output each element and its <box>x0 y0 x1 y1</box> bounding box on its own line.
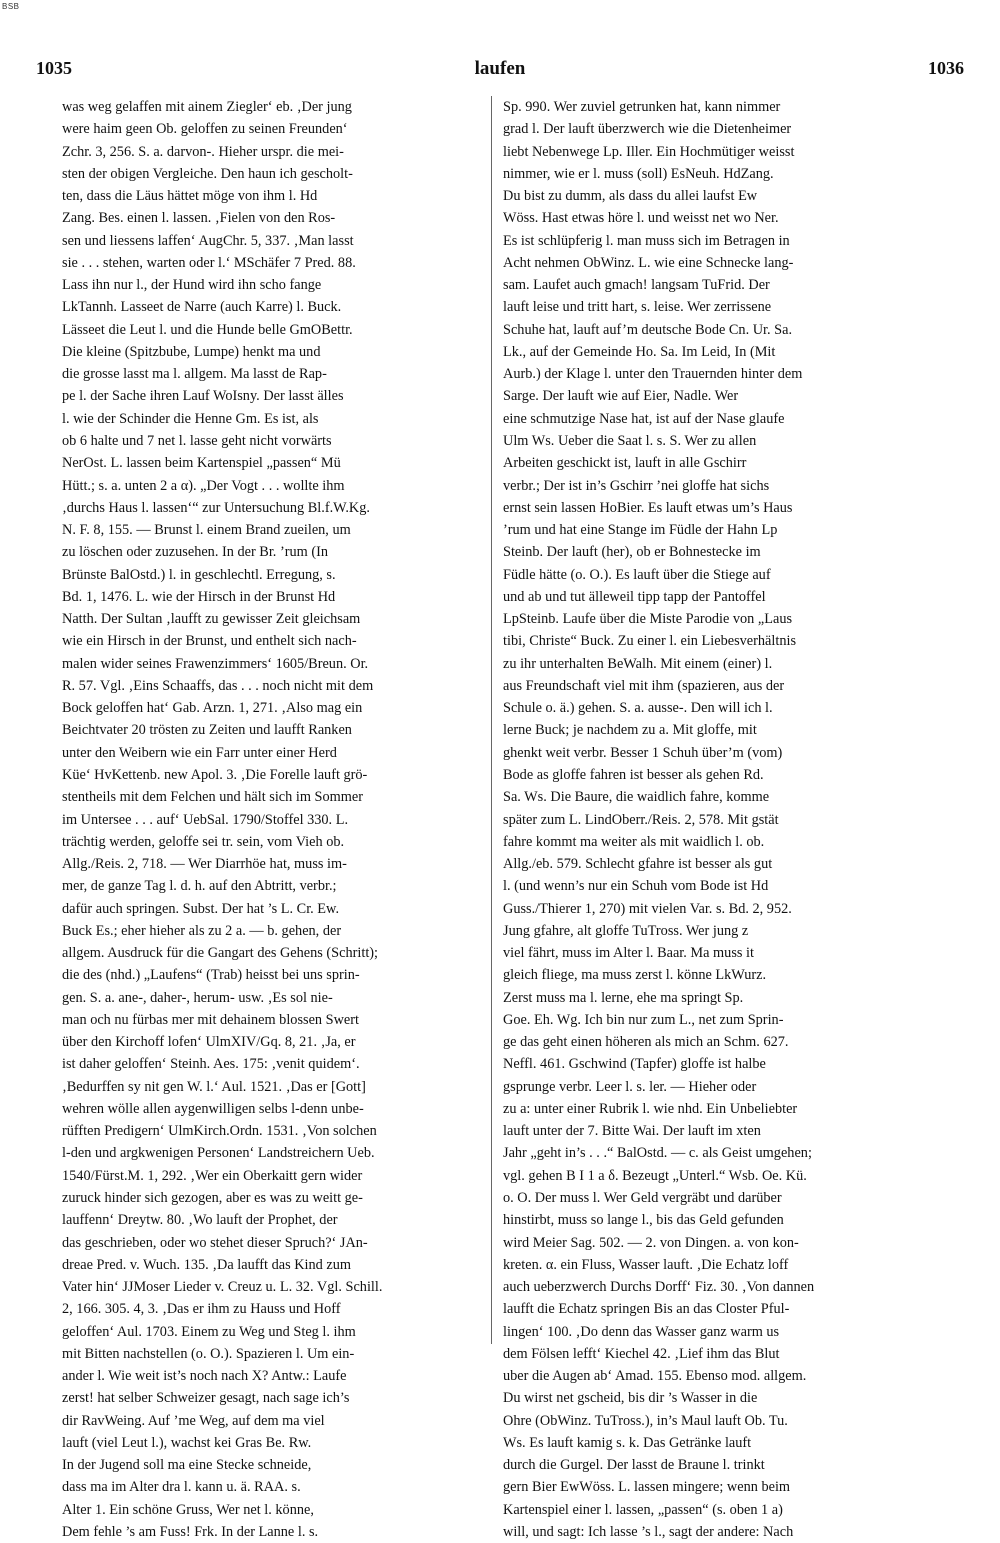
text-line: Alter 1. Ein schöne Gruss, Wer net l. könne, <box>62 1501 314 1518</box>
text-line: l. wie der Schinder die Henne Gm. Es ist, als <box>62 410 319 427</box>
text-line: dir RavWeing. Auf ’me Weg, auf dem ma viel <box>62 1412 325 1429</box>
text-line: ’rum und hat eine Stange im Füdle der Hahn Lp <box>503 522 778 539</box>
text-line: Vater hin‘ JJMoser Lieder v. Creuz u. L. 32. Vgl. Schill. <box>62 1279 383 1296</box>
text-line: Sp. 990. Wer zuviel getrunken hat, kann nimmer <box>503 99 781 115</box>
text-line: Zang. Bes. einen l. lassen. ‚Fielen von den Ros- <box>62 210 336 227</box>
text-line: Bock geloffen hat‘ Gab. Arzn. 1, 271. ‚Also mag ein <box>62 700 363 717</box>
text-line: Füdle hätte (o. O.). Es lauft über die Stiege auf <box>503 566 771 583</box>
text-line: R. 57. Vgl. ‚Eins Schaaffs, das . . . noch nicht mit dem <box>62 677 374 694</box>
text-line: fahre kommt ma weiter als mit waidlich l. ob. <box>503 833 765 850</box>
text-line: vgl. gehen B I 1 a δ. Bezeugt „Unterl.“ Wsb. Oe. Kü. <box>503 1167 807 1184</box>
text-line: 2, 166. 305. 4, 3. ‚Das er ihm zu Hauss und Hoff <box>62 1301 341 1318</box>
text-line: allgem. Ausdruck für die Gangart des Gehens (Schritt); <box>62 945 379 962</box>
page-number-right: 1036 <box>928 58 964 78</box>
library-mark: BSB <box>2 2 20 11</box>
left-column <box>62 96 492 1543</box>
text-line: unter den Weibern wie ein Farr unter einer Herd <box>62 744 337 761</box>
text-line: dreae Pred. v. Wuch. 135. ‚Da laufft das Kind zum <box>62 1256 351 1273</box>
text-line: auch ueberzwerch Durchs Dorff‘ Fiz. 30. ‚Von dannen <box>503 1279 815 1296</box>
text-line: ‚durchs Haus l. lassen‘“ zur Untersuchung Bl.f.W.Kg. <box>62 499 370 516</box>
text-line: malen wider seines Frawenzimmers‘ 1605/Breun. Or. <box>62 655 369 672</box>
text-line: Schule o. ä.) gehen. S. a. ausse-. Den will ich l. <box>503 700 773 717</box>
text-line: Es ist schlüpferig l. man muss sich im Betragen in <box>503 232 790 249</box>
text-line: Sa. Ws. Die Baure, die waidlich fahre, komme <box>503 789 770 806</box>
text-line: wie ein Hirsch in der Brunst, und enthelt sich nach- <box>62 633 357 650</box>
text-line: Du wirst net gscheid, bis dir ’s Wasser in die <box>503 1390 758 1407</box>
text-line: dafür auch springen. Subst. Der hat ’s L. Cr. Ew. <box>62 900 340 917</box>
text-line: Zerst muss ma l. lerne, ehe ma springt Sp. <box>503 989 744 1006</box>
text-line: N. F. 8, 155. — Brunst l. einem Brand zueilen, um <box>62 522 351 539</box>
text-line: were haim geen Ob. geloffen zu seinen Freunden‘ <box>62 121 348 138</box>
text-line: zu löschen oder zuzusehen. In der Br. ’rum (In <box>62 544 328 561</box>
text-line: verbr.; Der ist in’s Gschirr ’nei gloffe hat sichs <box>503 477 770 494</box>
text-line: Dem fehle ’s am Fuss! Frk. In der Lanne l. s. <box>62 1524 319 1540</box>
text-line: Jung gfahre, alt gloffe TuTross. Wer jung z <box>503 922 749 939</box>
text-line: später zum L. LindOberr./Reis. 2, 578. Mit gstät <box>503 811 779 828</box>
text-line: hinstirbt, muss so lange l., bis das Geld gefunden <box>503 1212 784 1229</box>
text-line: ob 6 halte und 7 net l. lasse geht nicht vorwärts <box>62 432 332 449</box>
text-line: sie . . . stehen, warten oder l.‘ MSchäfer 7 Pred. 88. <box>62 254 356 271</box>
text-line: Wöss. Hast etwas höre l. und weisst net wo Ner. <box>503 210 779 227</box>
text-line: wehren wölle allen aygenwilligen selbs l-denn unbe- <box>62 1100 364 1117</box>
text-line: pe l. der Sache ihren Lauf WoIsny. Der lasst älles <box>62 388 344 405</box>
text-line: über den Kirchoff lofen‘ UlmXIV/Gq. 8, 21. ‚Ja, er <box>62 1034 356 1051</box>
text-line: Acht nehmen ObWinz. L. wie eine Schnecke lang- <box>503 254 794 271</box>
text-line: Brünste BalOstd.) l. in geschlechtl. Erregung, s. <box>62 566 336 583</box>
text-line: Lässeet die Leut l. und die Hunde belle GmOBettr. <box>62 321 353 338</box>
text-line: will, und sagt: Ich lasse ’s l., sagt der andere: Nach <box>503 1524 794 1540</box>
text-line: lauft leise und tritt hart, s. leise. Wer zerrissene <box>503 299 772 316</box>
text-line: durch die Gurgel. Der lasst de Braune l. trinkt <box>503 1457 765 1474</box>
text-line: Du bist zu dumm, als dass du allei laufst Ew <box>503 188 758 205</box>
text-line: zu ihr unterhalten BeWalh. Mit einem (einer) l. <box>503 655 773 672</box>
text-line: lauft unter der 7. Bitte Wai. Der lauft im xten <box>503 1123 761 1140</box>
text-line: Hütt.; s. a. unten 2 a α). „Der Vogt . . . wollte ihm <box>62 477 345 494</box>
text-line: Goe. Eh. Wg. Ich bin nur zum L., net zum Sprin- <box>503 1011 784 1028</box>
text-line: Guss./Thierer 1, 270) mit vielen Var. s. Bd. 2, 952. <box>503 900 792 917</box>
text-line: sten der obigen Vergleiche. Den haun ich gescholt- <box>62 165 353 182</box>
text-line: das geschrieben, oder wo stehet dieser Spruch?‘ JAn- <box>62 1234 368 1251</box>
text-line: gern Bier EwWöss. L. lassen mingere; wenn beim <box>503 1479 791 1496</box>
text-line: die grosse lasst ma l. allgem. Ma lasst de Rap- <box>62 366 327 383</box>
text-line: im Untersee . . . auf‘ UebSal. 1790/Stoffel 330. L. <box>62 811 349 828</box>
text-line: Lk., auf der Gemeinde Ho. Sa. Im Leid, In (Mit <box>503 343 776 360</box>
text-line: dem Fölsen lefft‘ Kiechel 42. ‚Lief ihm das Blut <box>503 1345 780 1362</box>
text-line: eine schmutzige Nase hat, ist auf der Nase glaufe <box>503 410 785 427</box>
text-line: dass ma im Alter dra l. kann u. ä. RAA. s. <box>62 1479 301 1496</box>
text-line: man och nu fürbas mer mit dehainem blossen Swert <box>62 1011 359 1028</box>
text-line: aus Freundschaft viel mit ihm (spazieren, aus der <box>503 677 785 694</box>
text-line: ernst sein lassen HoBier. Es lauft etwas um’s Haus <box>503 499 793 516</box>
text-line: geloffen‘ Aul. 1703. Einem zu Weg und Steg l. ihm <box>62 1323 356 1340</box>
text-line: lauft (viel Leut l.), wachst kei Gras Be. Rw. <box>62 1434 312 1451</box>
text-line: l. (und wenn’s nur ein Schuh vom Bode ist Hd <box>503 878 769 895</box>
text-line: 1540/Fürst.M. 1, 292. ‚Wer ein Oberkaitt gern wider <box>62 1167 363 1184</box>
text-line: Arbeiten geschickt ist, lauft in alle Gschirr <box>503 455 747 472</box>
column-divider <box>491 96 492 1344</box>
text-line: rüfften Predigern‘ UlmKirch.Ordn. 1531. ‚Von solchen <box>62 1123 377 1140</box>
text-line: nimmer, wie er l. muss (soll) EsNeuh. HdZang. <box>503 165 774 182</box>
text-line: zerst! hat selber Schweizer gesagt, nach sage ich’s <box>62 1390 350 1407</box>
text-line: NerOst. L. lassen beim Kartenspiel „passen“ Mü <box>62 455 341 472</box>
text-line: Küe‘ HvKettenb. new Apol. 3. ‚Die Forelle lauft grö- <box>62 766 368 783</box>
text-line: lerne Buck; je nachdem zu a. Mit gloffe, mit <box>503 722 757 739</box>
text-line: Die kleine (Spitzbube, Lumpe) henkt ma und <box>62 343 321 360</box>
text-line: tibi, Christe“ Buck. Zu einer l. ein Liebesverhältnis <box>503 633 797 650</box>
text-line: wird Meier Sag. 502. — 2. von Dingen. a. von kon- <box>503 1234 799 1251</box>
text-line: Allg./eb. 579. Schlecht gfahre ist besser als gut <box>503 856 773 873</box>
text-line: l-den und argkwenigen Personen‘ Landstreichern Ueb. <box>62 1145 375 1162</box>
text-line: Steinb. Der lauft (her), ob er Bohnestecke im <box>503 544 761 561</box>
right-column <box>503 96 933 1543</box>
text-line: lauffenn‘ Dreytw. 80. ‚Wo lauft der Prophet, der <box>62 1212 338 1229</box>
text-line: sam. Laufet auch gmach! langsam TuFrid. Der <box>503 277 770 294</box>
text-line: LkTannh. Lasseet de Narre (auch Karre) l. Buck. <box>62 299 342 316</box>
text-line: Zchr. 3, 256. S. a. darvon-. Hieher urspr. die mei- <box>62 143 344 160</box>
text-line: gsprunge verbr. Leer l. s. ler. — Hieher oder <box>503 1078 757 1095</box>
text-line: Lass ihn nur l., der Hund wird ihn scho fange <box>62 277 322 294</box>
text-line: Buck Es.; eher hieher als zu 2 a. — b. gehen, der <box>62 922 342 939</box>
text-line: uber die Augen ab‘ Amad. 155. Ebenso mod. allgem. <box>503 1368 807 1385</box>
text-line: Bd. 1, 1476. L. wie der Hirsch in der Brunst Hd <box>62 588 336 605</box>
text-line: Schuhe hat, lauft auf’m deutsche Bode Cn. Ur. Sa. <box>503 321 793 338</box>
text-line: ghenkt weit verbr. Besser 1 Schuh über’m (vom) <box>503 744 783 761</box>
text-line: laufft die Echatz springen Bis an das Closter Pful- <box>503 1301 790 1318</box>
text-line: viel fährt, muss im Alter l. Baar. Ma muss it <box>503 945 754 962</box>
text-line: lingen‘ 100. ‚Do denn das Wasser ganz warm us <box>503 1323 780 1340</box>
text-line: Neffl. 461. Gschwind (Tapfer) gloffe ist halbe <box>503 1056 766 1073</box>
text-line: Ohre (ObWinz. TuTross.), in’s Maul lauft Ob. Tu. <box>503 1412 788 1429</box>
text-line: trächtig werden, geloffe sei tr. sein, vom Vieh ob. <box>62 833 345 850</box>
text-line: ‚Bedurffen sy nit gen W. l.‘ Aul. 1521. ‚Das er [Gott] <box>62 1078 366 1095</box>
text-line: Bode as gloffe fahren ist besser als gehen Rd. <box>503 766 764 783</box>
text-line: Ulm Ws. Ueber die Saat l. s. S. Wer zu allen <box>503 432 757 449</box>
text-line: zuruck hinder sich gezogen, aber es was zu weitt ge- <box>62 1190 363 1207</box>
text-line: ten, dass die Läus hättet möge von ihm l. Hd <box>62 188 318 205</box>
text-line: ge das geht einen höheren als mich an Schm. 627. <box>503 1034 789 1051</box>
text-line: Natth. Der Sultan ‚laufft zu gewisser Zeit gleichsam <box>62 611 361 628</box>
text-line: zu a: unter einer Rubrik l. wie nhd. Ein Unbeliebter <box>503 1100 798 1117</box>
running-headword: laufen <box>474 58 526 79</box>
text-line: Sarge. Der lauft wie auf Eier, Nadle. Wer <box>503 388 739 405</box>
text-line: und ab und tut älleweil tipp tapp der Pantoffel <box>503 588 766 605</box>
page-header <box>0 58 1000 84</box>
text-line: ander l. Wie weit ist’s noch nach X? Antw.: Laufe <box>62 1368 347 1385</box>
text-line: Beichtvater 20 trösten zu Zeiten und laufft Ranken <box>62 722 352 739</box>
text-line: mit Bitten nachstellen (o. O.). Spazieren l. Um ein- <box>62 1345 355 1362</box>
text-line: In der Jugend soll ma eine Stecke schneide, <box>62 1457 312 1474</box>
text-line: was weg gelaffen mit ainem Ziegler‘ eb. ‚Der jung <box>62 99 352 115</box>
text-line: liebt Nebenwege Lp. Iller. Ein Hochmütiger weisst <box>503 143 795 160</box>
text-line: Ws. Es lauft kamig s. k. Das Getränke lauft <box>503 1434 752 1451</box>
text-line: LpSteinb. Laufe über die Miste Parodie von „Laus <box>503 611 793 628</box>
text-line: Kartenspiel einer l. lassen, „passen“ (s. oben 1 a) <box>503 1501 783 1518</box>
text-line: Allg./Reis. 2, 718. — Wer Diarrhöe hat, muss im- <box>62 856 347 873</box>
text-line: grad l. Der lauft überzwerch wie die Dietenheimer <box>503 121 792 138</box>
text-line: o. O. Der muss l. Wer Geld vergräbt und darüber <box>503 1190 782 1207</box>
text-line: ist daher geloffen‘ Steinh. Aes. 175: ‚venit quidem‘. <box>62 1056 360 1073</box>
page-number-left: 1035 <box>36 58 72 78</box>
text-line: gen. S. a. ane-, daher-, herum- usw. ‚Es sol nie- <box>62 989 333 1006</box>
text-line: Aurb.) der Klage l. unter den Trauernden hinter dem <box>503 366 803 383</box>
text-line: sen und liessens laffen‘ AugChr. 5, 337. ‚Man lasst <box>62 232 354 249</box>
text-line: mer, de ganze Tag l. d. h. auf den Abtritt, verbr.; <box>62 878 337 895</box>
text-line: die des (nhd.) „Laufens“ (Trab) heisst bei uns sprin- <box>62 967 360 984</box>
text-line: kreten. α. ein Fluss, Wasser lauft. ‚Die Echatz loff <box>503 1256 789 1273</box>
text-line: stentheils mit dem Felchen und hält sich im Sommer <box>62 789 363 806</box>
text-line: Jahr „geht in’s . . .“ BalOstd. — c. als Geist umgehen; <box>503 1145 812 1162</box>
text-line: gleich fliege, ma muss zerst l. könne LkWurz. <box>503 967 767 984</box>
